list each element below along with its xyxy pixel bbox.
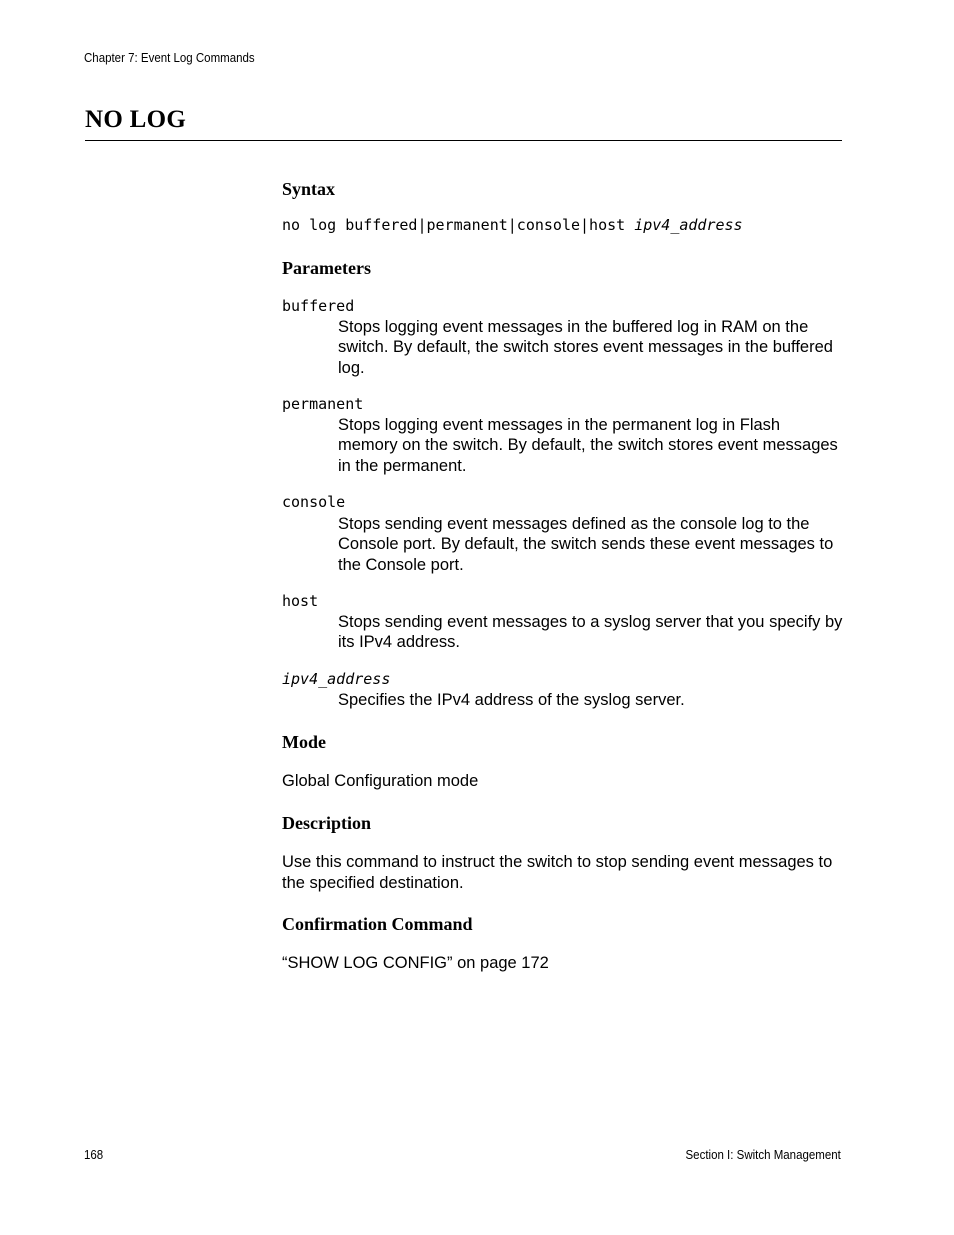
description-heading: Description [282, 813, 371, 833]
description-text: Use this command to instruct the switch to stop sending event messages to the specified destination. [282, 853, 833, 892]
syntax-heading: Syntax [282, 179, 336, 199]
param-name-buffered: buffered [282, 297, 355, 315]
param-desc-permanent: Stops logging event messages in the permanent log in Flash memory on the switch. By default, the switch stores event messages in the permanent. [338, 416, 838, 475]
confirmation-link[interactable]: “SHOW LOG CONFIG” on page 172 [282, 954, 549, 972]
param-desc-buffered: Stops logging event messages in the buffered log in RAM on the switch. By default, the switch stores event messages in the buffered log. [338, 318, 833, 377]
syntax-command [282, 216, 743, 234]
title-rule [85, 140, 842, 141]
param-name-console: console [282, 493, 346, 511]
confirmation-heading: Confirmation Command [282, 914, 473, 934]
param-name-host: host [282, 592, 319, 610]
param-desc-ipv4-address: Specifies the IPv4 address of the syslog server. [338, 691, 685, 709]
param-desc-console: Stops sending event messages defined as the console log to the Console port. By default, the switch sends these event messages to the Console port. [338, 515, 834, 574]
param-name-permanent: permanent [282, 395, 364, 413]
param-desc-host: Stops sending event messages to a syslog server that you specify by its IPv4 address. [338, 613, 843, 652]
syntax-argument: ipv4_address [634, 216, 743, 234]
footer-section: Section I: Switch Management [685, 1148, 841, 1162]
mode-text: Global Configuration mode [282, 772, 479, 790]
mode-heading: Mode [282, 732, 326, 752]
page-title: NO LOG [85, 106, 187, 133]
parameters-heading: Parameters [282, 258, 371, 278]
syntax-command-text: no log buffered|permanent|console|host [282, 216, 635, 234]
running-header: Chapter 7: Event Log Commands [84, 51, 255, 65]
param-name-ipv4-address: ipv4_address [282, 670, 391, 688]
page-number: 168 [84, 1148, 104, 1162]
